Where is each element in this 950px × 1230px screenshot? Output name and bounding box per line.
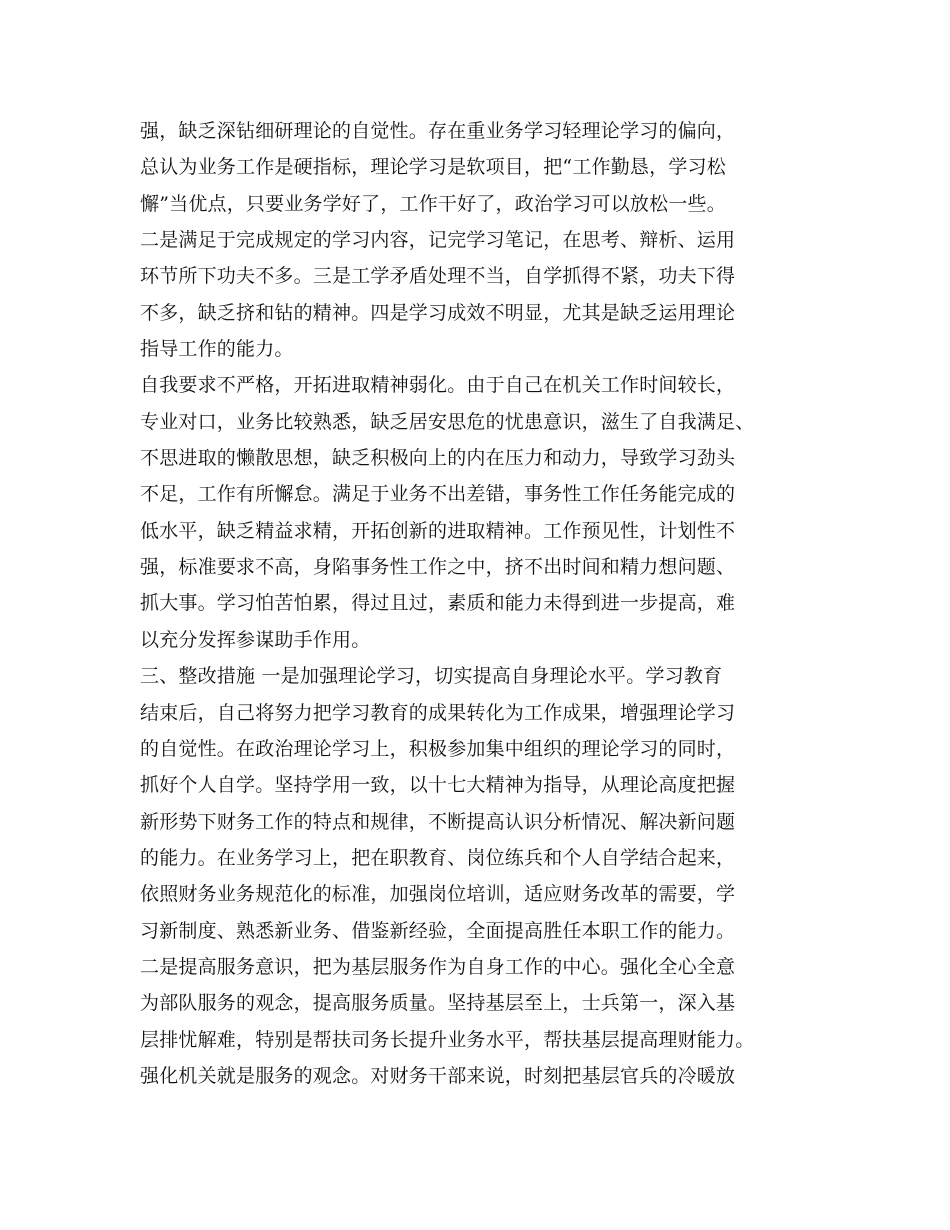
text-line: 抓大事。学习怕苦怕累，得过且过，素质和能力未得到进一步提高，难 — [140, 592, 736, 615]
text-line: 自我要求不严格，开拓进取精神弱化。由于自己在机关工作时间较长， — [140, 374, 736, 397]
text-line: 不思进取的懒散思想，缺乏积极向上的内在压力和动力，导致学习劲头 — [140, 447, 736, 470]
text-line: 以充分发挥参谋助手作用。 — [140, 628, 371, 651]
text-line: 二是提高服务意识，把为基层服务作为自身工作的中心。强化全心全意 — [140, 955, 736, 978]
text-line: 专业对口，业务比较熟悉，缺乏居安思危的忧患意识，滋生了自我满足、 — [140, 410, 755, 433]
text-line: 低水平，缺乏精益求精，开拓创新的进取精神。工作预见性，计划性不 — [140, 519, 736, 542]
text-line: 结束后，自己将努力把学习教育的成果转化为工作成果，增强理论学习 — [140, 701, 736, 724]
text-line: 懈”当优点，只要业务学好了，工作干好了，政治学习可以放松一些。 — [140, 192, 726, 215]
text-line: 新形势下财务工作的特点和规律，不断提高认识分析情况、解决新问题 — [140, 810, 736, 833]
text-line: 环节所下功夫不多。三是工学矛盾处理不当，自学抓得不紧，功夫下得 — [140, 265, 736, 288]
text-line: 指导工作的能力。 — [140, 338, 294, 361]
text-line: 二是满足于完成规定的学习内容，记完学习笔记，在思考、辩析、运用 — [140, 229, 736, 252]
text-line: 习新制度、熟悉新业务、借鉴新经验，全面提高胜任本职工作的能力。 — [140, 919, 736, 942]
body-text — [140, 113, 830, 1094]
text-line: 的能力。在业务学习上，把在职教育、岗位练兵和个人自学结合起来， — [140, 846, 736, 869]
text-line: 不多，缺乏挤和钻的精神。四是学习成效不明显，尤其是缺乏运用理论 — [140, 301, 736, 324]
text-line: 为部队服务的观念，提高服务质量。坚持基层至上，士兵第一，深入基 — [140, 992, 736, 1015]
text-line: 强，缺乏深钻细研理论的自觉性。存在重业务学习轻理论学习的偏向， — [140, 120, 736, 142]
text-line: 强化机关就是服务的观念。对财务干部来说，时刻把基层官兵的冷暖放 — [140, 1064, 736, 1087]
text-line: 的自觉性。在政治理论学习上，积极参加集中组织的理论学习的同时， — [140, 737, 736, 760]
text-line: 层排忧解难，特别是帮扶司务长提升业务水平，帮扶基层提高理财能力。 — [140, 1028, 755, 1051]
text-line: 三、整改措施 一是加强理论学习，切实提高自身理论水平。学习教育 — [140, 665, 723, 688]
text-line: 抓好个人自学。坚持学用一致，以十七大精神为指导，从理论高度把握 — [140, 774, 736, 797]
text-line: 强，标准要求不高，身陷事务性工作之中，挤不出时间和精力想问题、 — [140, 556, 736, 579]
text-line: 总认为业务工作是硬指标，理论学习是软项目，把“工作勤恳，学习松 — [140, 156, 726, 179]
text-line: 不足，工作有所懈怠。满足于业务不出差错，事务性工作任务能完成的 — [140, 483, 736, 506]
text-line: 依照财务业务规范化的标准，加强岗位培训，适应财务改革的需要，学 — [140, 883, 736, 906]
